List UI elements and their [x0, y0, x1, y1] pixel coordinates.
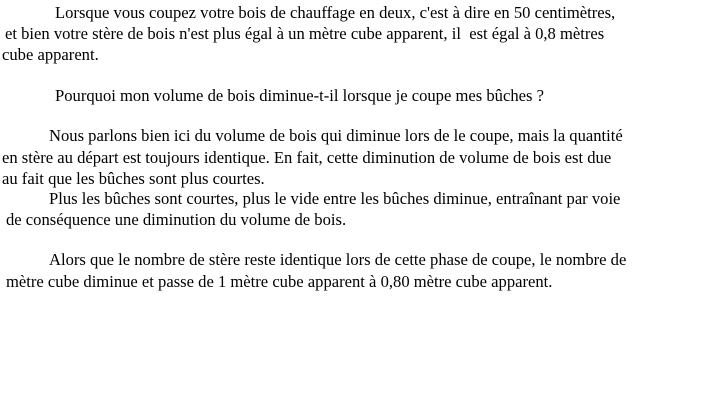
text-line: mètre cube diminue et passe de 1 mètre cube apparent à 0,80 mètre cube apparent.	[6, 272, 553, 291]
text-line: cube apparent.	[2, 45, 99, 64]
text-line: au fait que les bûches sont plus courtes.	[2, 169, 265, 188]
text-line: Lorsque vous coupez votre bois de chauffage en deux, c'est à dire en 50 centimètres,	[55, 3, 616, 22]
text-line: de conséquence une diminution du volume de bois.	[6, 210, 347, 229]
text-line: Plus les bûches sont courtes, plus le vide entre les bûches diminue, entraînant par voie	[49, 189, 621, 208]
text-line: Nous parlons bien ici du volume de bois qui diminue lors de le coupe, mais la quantité	[49, 126, 623, 145]
text-line: en stère au départ est toujours identique. En fait, cette diminution de volume de bois est due	[2, 148, 612, 167]
text-line: Alors que le nombre de stère reste identique lors de cette phase de coupe, le nombre de	[49, 250, 627, 269]
text-line: et bien votre stère de bois n'est plus égal à un mètre cube apparent, il est égal à 0,8 mètres	[5, 24, 605, 43]
question-heading: Pourquoi mon volume de bois diminue-t-il lorsque je coupe mes bûches ?	[55, 86, 544, 105]
